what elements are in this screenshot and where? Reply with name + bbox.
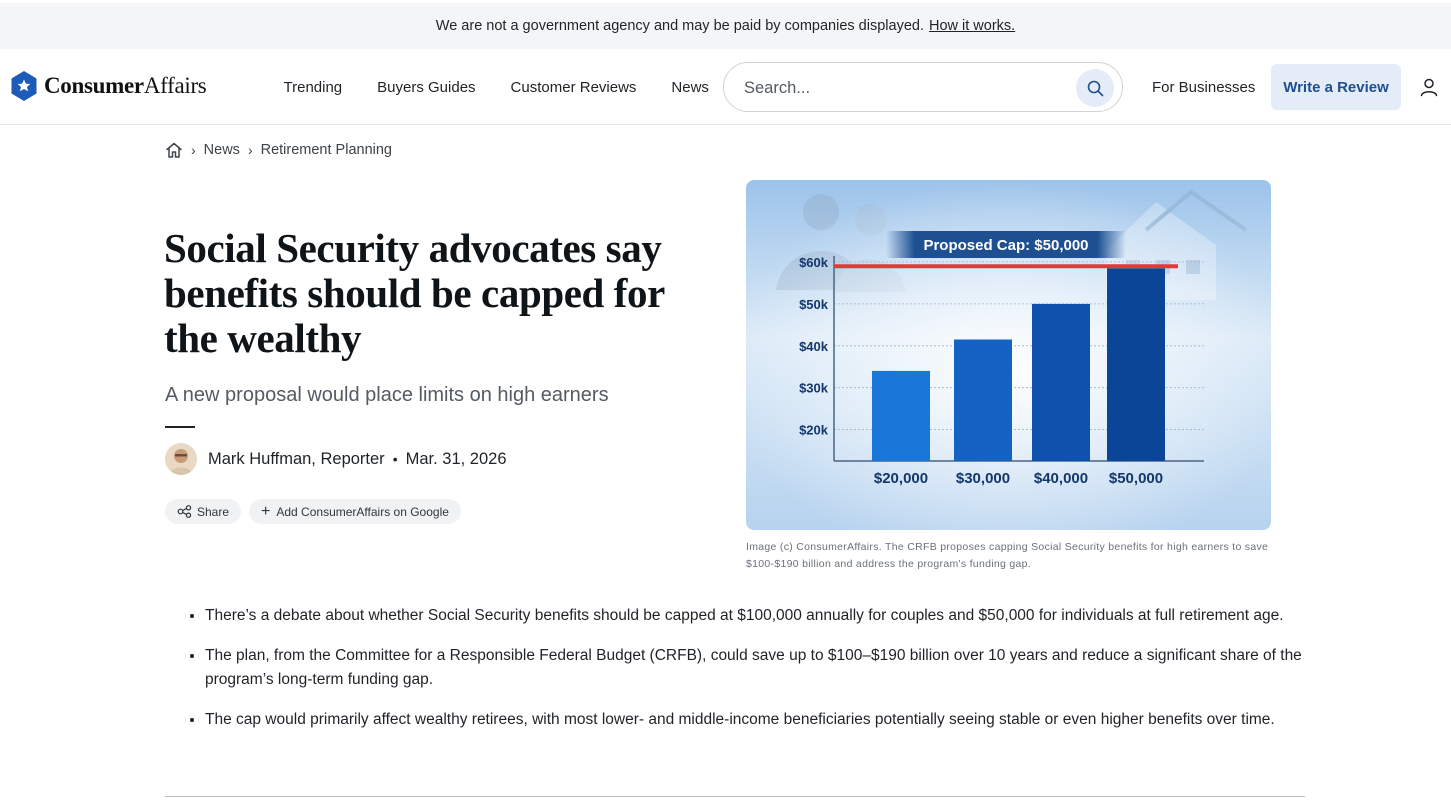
avatar-image (165, 443, 197, 475)
logo-star-icon (10, 71, 38, 101)
nav-news[interactable]: News (671, 78, 709, 96)
y-tick-label: $40k (799, 338, 828, 354)
breadcrumb-news[interactable]: News (203, 142, 240, 158)
how-it-works-link[interactable]: How it works. (928, 18, 1016, 34)
home-icon[interactable] (165, 141, 183, 159)
publish-date: Mar. 31, 2026 (405, 449, 507, 468)
bar (954, 340, 1012, 461)
chevron-right-icon: › (247, 142, 253, 158)
bar (1032, 304, 1090, 461)
divider (165, 426, 195, 428)
x-tick-label: $20,000 (873, 470, 929, 487)
key-points-list (205, 604, 1305, 748)
key-point: • There’s a debate about whether Social Security benefits should be capped at $100,000 annually for couples and $50,000 for individuals at full retirement age. (205, 604, 1305, 628)
x-tick-label: $50,000 (1108, 470, 1164, 487)
y-tick-label: $30k (799, 380, 828, 396)
y-tick-label: $20k (799, 422, 828, 438)
article-headline: Social Security advocates say benefits should be capped for the wealthy (164, 225, 665, 361)
y-tick-label: $60k (799, 255, 828, 270)
nav-trending[interactable]: Trending (283, 78, 343, 96)
share-button[interactable] (165, 499, 241, 524)
byline (165, 443, 507, 475)
author-avatar[interactable] (165, 443, 197, 475)
share-icon (177, 505, 192, 518)
logo[interactable] (10, 71, 206, 101)
image-caption: Image (c) ConsumerAffairs. The CRFB proposes capping Social Security benefits for high earners to save $100-$190 billion and address the program's funding gap. (746, 541, 1269, 570)
logo-wordmark: ConsumerAffairs (44, 73, 207, 98)
hero-image (746, 180, 1271, 530)
plus-icon: + (261, 502, 271, 520)
x-tick-label: $40,000 (1033, 470, 1089, 487)
search-input[interactable] (744, 75, 1064, 101)
hero-chart-image (746, 180, 1271, 530)
separator-dot: • (392, 451, 398, 467)
add-google-label: Add ConsumerAffairs on Google (276, 504, 449, 519)
user-account-icon[interactable] (1419, 77, 1439, 97)
share-label: Share (197, 504, 230, 519)
article-subhead: A new proposal would place limits on high earners (165, 384, 609, 406)
cap-banner-label: Proposed Cap: $50,000 (923, 237, 1089, 254)
action-pills (165, 499, 461, 524)
nav-buyers-guides[interactable]: Buyers Guides (377, 78, 476, 96)
chevron-right-icon: › (191, 142, 196, 158)
bar (872, 371, 930, 461)
x-tick-label: $30,000 (955, 470, 1011, 487)
for-businesses-link[interactable]: For Businesses (1152, 79, 1256, 96)
y-tick-label: $50k (799, 296, 828, 312)
add-google-button[interactable] (249, 499, 461, 524)
disclosure-text: We are not a government agency and may be paid by companies displayed. (435, 18, 924, 34)
breadcrumb (165, 141, 392, 159)
author-name[interactable]: Mark Huffman, Reporter (208, 449, 385, 468)
key-point: • The plan, from the Committee for a Responsible Federal Budget (CRFB), could save up to $100–$190 billion over 10 years and reduce a significant share of the program’s long-term funding gap. (205, 644, 1305, 692)
site-header (0, 49, 1451, 125)
key-point: • The cap would primarily affect wealthy retirees, with most lower- and middle-income beneficiaries potentially seeing stable or even higher benefits over time. (205, 708, 1305, 732)
main-nav (266, 49, 726, 125)
bar (1107, 268, 1165, 461)
search-box (723, 62, 1123, 112)
disclosure-bar (0, 3, 1451, 49)
section-divider (165, 796, 1305, 797)
search-button[interactable] (1076, 69, 1114, 107)
write-review-button[interactable]: Write a Review (1271, 64, 1401, 110)
nav-customer-reviews[interactable]: Customer Reviews (510, 78, 637, 96)
breadcrumb-retirement-planning[interactable]: Retirement Planning (260, 142, 392, 158)
search-icon (1087, 80, 1104, 97)
